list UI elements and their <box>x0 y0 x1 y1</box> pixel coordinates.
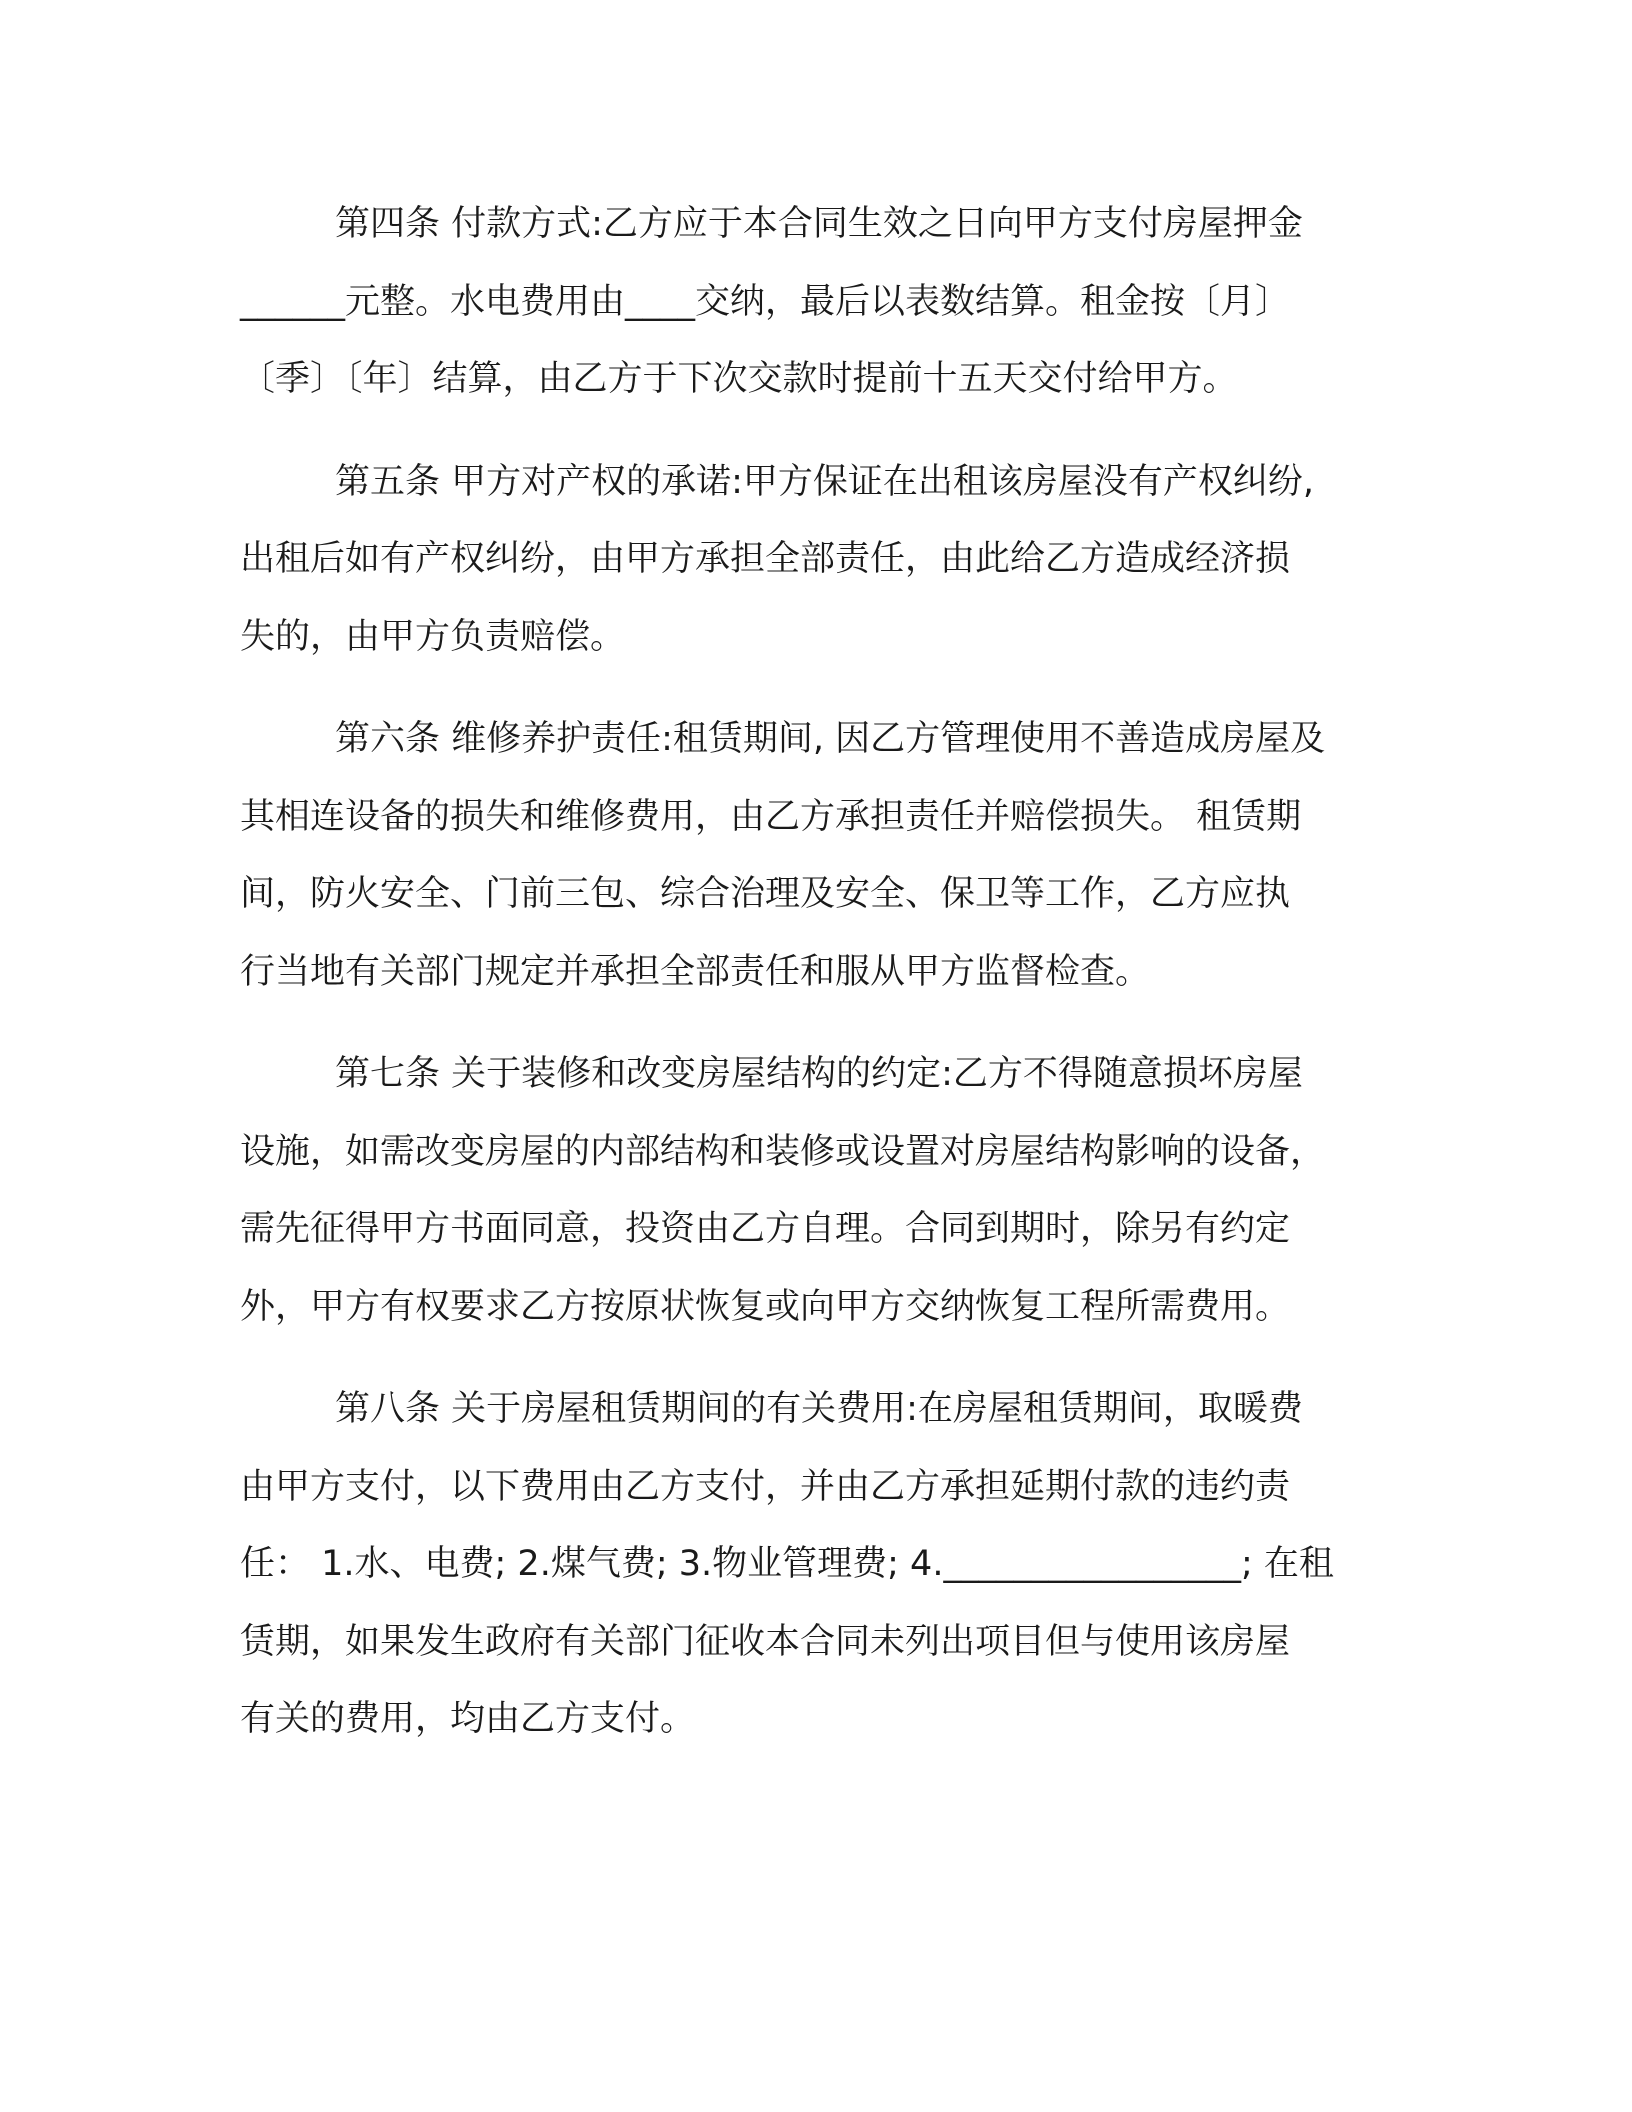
clause-6-line-1: 第六条 维修养护责任:租赁期间, 因乙方管理使用不善造成房屋及 <box>335 719 1326 759</box>
clause-7-line-4: 外，甲方有权要求乙方按原状恢复或向甲方交纳恢复工程所需费用。 <box>240 1286 1291 1327</box>
clause-6-line-3: 间，防火安全、门前三包、综合治理及安全、保卫等工作，乙方应执 <box>240 874 1291 914</box>
clause-7-line-2: 设施，如需改变房屋的内部结构和装修或设置对房屋结构影响的设备， <box>240 1131 1326 1172</box>
clause-8-paragraph <box>240 1371 1390 1759</box>
clause-6-line-2: 其相连设备的损失和维修费用，由乙方承担责任并赔偿损失。 租赁期 <box>240 796 1302 837</box>
clause-8-line-1: 第八条 关于房屋租赁期间的有关费用:在房屋租赁期间，取暖费 <box>335 1389 1303 1429</box>
document-body <box>240 186 1390 1784</box>
clause-8-line-3: 任： 1.水、电费; 2.煤气费; 3.物业管理费; 4._________________; 在租 <box>240 1544 1334 1584</box>
clause-6-paragraph <box>240 701 1390 1011</box>
clause-5-line-1: 第五条 甲方对产权的承诺:甲方保证在出租该房屋没有产权纠纷, <box>335 461 1315 502</box>
clause-8-line-5: 有关的费用，均由乙方支付。 <box>240 1699 696 1739</box>
clause-7-line-1: 第七条 关于装修和改变房屋结构的约定:乙方不得随意损坏房屋 <box>335 1054 1303 1094</box>
clause-5-line-3: 失的，由甲方负责赔偿。 <box>240 616 626 657</box>
clause-6-line-4: 行当地有关部门规定并承担全部责任和服从甲方监督检查。 <box>240 951 1151 992</box>
clause-5-paragraph <box>240 444 1390 677</box>
clause-4-line-1: 第四条 付款方式:乙方应于本合同生效之日向甲方支付房屋押金 <box>335 204 1303 244</box>
clause-8-line-4: 赁期，如果发生政府有关部门征收本合同未列出项目但与使用该房屋 <box>240 1621 1291 1662</box>
clause-4-line-2: ______元整。水电费用由____交纳，最后以表数结算。租金按〔月〕 <box>240 281 1291 322</box>
clause-4-paragraph <box>240 186 1390 419</box>
clause-5-line-2: 出租后如有产权纠纷，由甲方承担全部责任，由此给乙方造成经济损 <box>240 539 1291 579</box>
clause-8-line-2: 由甲方支付，以下费用由乙方支付，并由乙方承担延期付款的违约责 <box>240 1466 1291 1507</box>
clause-7-line-3: 需先征得甲方书面同意，投资由乙方自理。合同到期时，除另有约定 <box>240 1209 1291 1249</box>
clause-4-line-3: 〔季〕〔年〕结算，由乙方于下次交款时提前十五天交付给甲方。 <box>240 359 1238 399</box>
clause-7-paragraph <box>240 1036 1390 1346</box>
